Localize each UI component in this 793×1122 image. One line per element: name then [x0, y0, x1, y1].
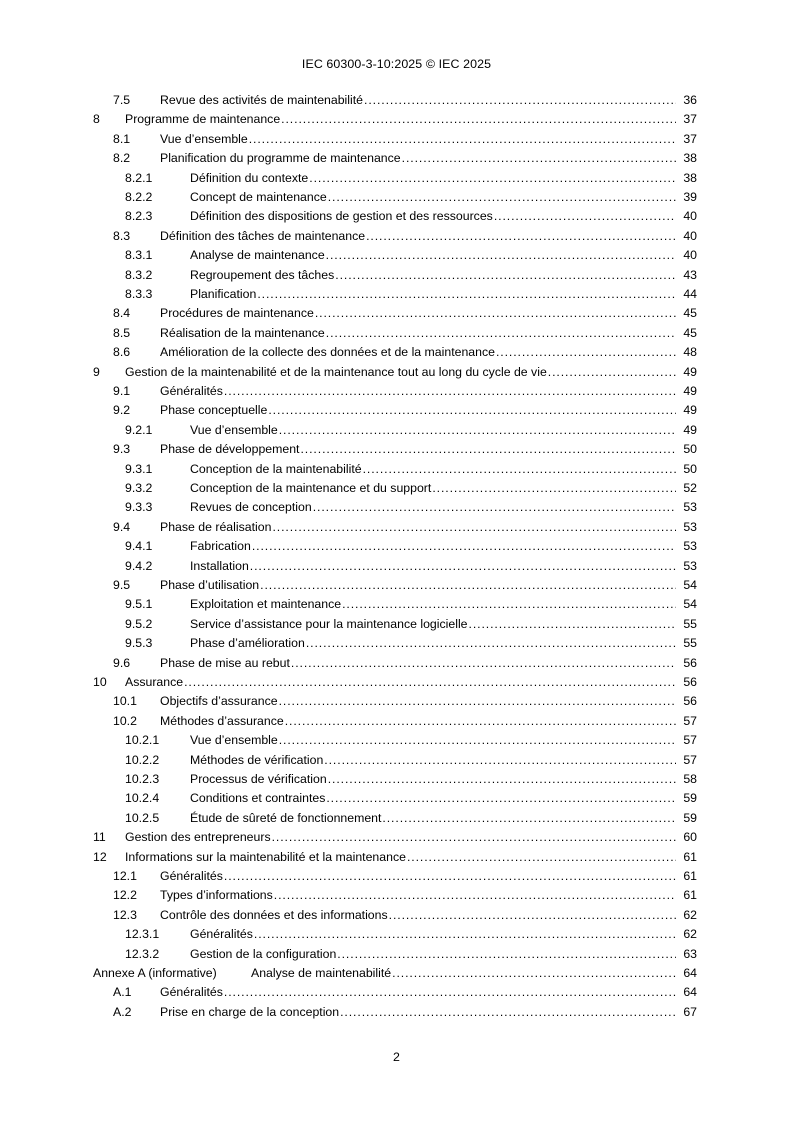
toc-entry-title: Phase de développement — [160, 442, 300, 457]
toc-entry-title: Installation — [190, 558, 249, 573]
toc-entry-title: Revues de conception — [190, 500, 312, 515]
toc-entry-number: 9.2.1 — [125, 422, 153, 437]
dot-leader — [342, 597, 676, 611]
toc-entry-title: Objectifs d’assurance — [160, 694, 278, 709]
dot-leader — [402, 151, 676, 165]
toc-entry-page: 59 — [683, 791, 697, 806]
page-number: 2 — [393, 1050, 400, 1064]
toc-entry-number: 8.2.3 — [125, 209, 153, 224]
toc-entry-page: 49 — [683, 364, 697, 379]
toc-entry[interactable] — [0, 791, 793, 810]
toc-entry-page: 64 — [683, 966, 697, 980]
toc-entry-title: Réalisation de la maintenance — [160, 325, 325, 340]
dot-leader — [494, 209, 676, 223]
toc-entry[interactable] — [0, 151, 793, 170]
toc-entry-title: Étude de sûreté de fonctionnement — [190, 810, 382, 825]
toc-entry-number: Annexe A (informative) — [93, 966, 217, 980]
toc-entry-number: 9.5.1 — [125, 597, 153, 612]
toc-entry-page: 54 — [683, 597, 697, 612]
toc-entry-page: 61 — [683, 869, 697, 883]
toc-entry-page: 38 — [683, 151, 697, 166]
toc-entry[interactable] — [0, 384, 793, 403]
toc-entry-title: Regroupement des tâches — [190, 267, 335, 282]
dot-leader — [392, 966, 676, 980]
toc-entry[interactable] — [0, 248, 793, 267]
toc-entry-title: Planification — [190, 287, 257, 301]
toc-entry[interactable] — [0, 869, 793, 888]
toc-entry[interactable] — [0, 908, 793, 927]
toc-entry-page: 58 — [683, 772, 697, 786]
toc-entry-page: 64 — [683, 985, 697, 1000]
dot-leader — [364, 93, 676, 107]
toc-entry[interactable] — [0, 287, 793, 306]
toc-entry-number: 12.3.2 — [125, 946, 160, 961]
toc-entry-number: 8.2 — [113, 151, 131, 166]
toc-entry[interactable] — [0, 442, 793, 461]
toc-entry-page: 56 — [683, 675, 697, 689]
toc-entry-number: 10.2.1 — [125, 733, 160, 748]
toc-entry[interactable] — [0, 927, 793, 946]
toc-entry[interactable] — [0, 306, 793, 325]
toc-entry-title: Vue d’ensemble — [190, 733, 278, 748]
toc-entry-page: 40 — [683, 209, 697, 224]
toc-entry-title: Phase conceptuelle — [160, 403, 268, 418]
toc-entry[interactable] — [0, 656, 793, 675]
toc-entry-title: Définition des dispositions de gestion et des ressources — [190, 209, 493, 224]
toc-entry-page: 48 — [683, 345, 697, 360]
toc-entry-title: Procédures de maintenance — [160, 306, 314, 321]
toc-entry-number: 11 — [93, 830, 106, 845]
toc-entry-title: Phase d’utilisation — [160, 578, 260, 592]
toc-entry-number: 9.5.3 — [125, 636, 153, 651]
dot-leader — [300, 442, 676, 456]
toc-entry-page: 50 — [683, 461, 697, 476]
toc-entry-page: 45 — [683, 306, 697, 321]
toc-entry-title: Conditions et contraintes — [190, 791, 326, 806]
toc-entry-number: 10.2.4 — [125, 791, 160, 806]
running-header: IEC 60300-3-10:2025 © IEC 2025 — [301, 57, 492, 71]
toc-entry-number: 8 — [93, 112, 100, 127]
toc-entry-number: 12.2 — [113, 888, 137, 903]
toc-entry-page: 40 — [683, 248, 697, 263]
toc-entry-number: 10 — [93, 675, 107, 689]
toc-entry[interactable] — [0, 850, 793, 869]
toc-entry-title: Généralités — [160, 869, 223, 883]
toc-entry[interactable] — [0, 229, 793, 248]
toc-entry[interactable] — [0, 753, 793, 772]
toc-entry[interactable] — [0, 772, 793, 791]
toc-entry-number: 9.5 — [113, 578, 131, 592]
toc-entry[interactable] — [0, 462, 793, 481]
toc-entry-number: 10.2 — [113, 713, 137, 728]
toc-entry[interactable] — [0, 559, 793, 578]
dot-leader — [252, 539, 676, 553]
toc-entry-title: Généralités — [160, 384, 223, 398]
toc-entry-number: 7.5 — [113, 93, 131, 107]
toc-entry-number: 8.3.1 — [125, 248, 153, 263]
dot-leader — [281, 112, 676, 126]
toc-entry-page: 52 — [683, 481, 697, 495]
toc-entry[interactable] — [0, 93, 793, 112]
toc-entry[interactable] — [0, 190, 793, 209]
toc-entry[interactable] — [0, 694, 793, 713]
toc-entry[interactable] — [0, 423, 793, 442]
toc-entry[interactable] — [0, 617, 793, 636]
toc-entry[interactable] — [0, 132, 793, 151]
toc-entry-title: Généralités — [190, 927, 253, 942]
dot-leader — [224, 985, 676, 999]
dot-leader — [337, 947, 676, 961]
toc-entry-number: 10.2.2 — [125, 752, 160, 767]
toc-entry-title: Conception de la maintenabilité — [190, 461, 362, 476]
toc-entry-number: 9 — [93, 364, 100, 379]
toc-entry-page: 45 — [683, 325, 697, 340]
toc-entry-page: 50 — [683, 442, 697, 457]
toc-entry[interactable] — [0, 539, 793, 558]
dot-leader — [366, 229, 676, 243]
dot-leader — [260, 578, 676, 592]
toc-entry-page: 49 — [683, 403, 697, 418]
dot-leader — [272, 520, 676, 534]
dot-leader — [272, 830, 676, 844]
toc-entry-number: 8.4 — [113, 306, 131, 321]
toc-entry[interactable] — [0, 733, 793, 752]
toc-entry[interactable] — [0, 268, 793, 287]
toc-entry-title: Méthodes d’assurance — [160, 713, 284, 728]
toc-entry[interactable] — [0, 520, 793, 539]
toc-entry-page: 53 — [683, 558, 697, 573]
toc-entry-number: 12 — [93, 849, 107, 864]
toc-entry-title: Concept de maintenance — [190, 190, 327, 204]
toc-entry[interactable] — [0, 636, 793, 655]
toc-entry[interactable] — [0, 365, 793, 384]
toc-entry-title: Vue d’ensemble — [160, 131, 248, 146]
toc-entry[interactable] — [0, 209, 793, 228]
toc-entry-title: Phase de réalisation — [160, 519, 272, 534]
toc-entry-number: 8.3.2 — [125, 267, 153, 282]
toc-entry-number: 8.2.2 — [125, 190, 153, 204]
toc-entry-page: 57 — [683, 713, 697, 728]
toc-entry[interactable] — [0, 985, 793, 1004]
toc-entry[interactable] — [0, 597, 793, 616]
toc-entry-page: 54 — [683, 578, 697, 592]
toc-entry-title: Définition du contexte — [190, 170, 309, 185]
toc-entry-page: 36 — [683, 93, 697, 107]
dot-leader — [389, 908, 676, 922]
dot-leader — [407, 850, 676, 864]
toc-entry[interactable] — [0, 947, 793, 966]
toc-entry-number: 9.5.2 — [125, 616, 153, 631]
toc-entry[interactable] — [0, 112, 793, 131]
toc-entry-title: Définition des tâches de maintenance — [160, 228, 366, 243]
toc-entry-number: 8.6 — [113, 345, 131, 360]
dot-leader — [315, 306, 676, 320]
dot-leader — [224, 869, 676, 883]
toc-entry[interactable] — [0, 403, 793, 422]
toc-entry-title: Gestion de la maintenabilité et de la maintenance tout au long du cycle de vie — [125, 364, 547, 379]
dot-leader — [324, 753, 676, 767]
toc-entry[interactable] — [0, 830, 793, 849]
toc-entry-title: Contrôle des données et des informations — [160, 907, 388, 922]
dot-leader — [496, 345, 676, 359]
dot-leader — [335, 268, 676, 282]
toc-entry-page: 53 — [683, 519, 697, 534]
toc-entry[interactable] — [0, 171, 793, 190]
toc-entry-title: Revue des activités de maintenabilité — [160, 93, 364, 107]
toc-entry-title: Vue d’ensemble — [190, 422, 278, 437]
toc-entry-page: 43 — [683, 267, 697, 282]
toc-entry-number: 9.2 — [113, 403, 131, 418]
dot-leader — [382, 811, 676, 825]
toc-entry-title: Méthodes de vérification — [190, 752, 324, 767]
toc-entry-page: 55 — [683, 636, 697, 651]
toc-entry-page: 37 — [683, 112, 697, 127]
toc-entry-title: Service d’assistance pour la maintenance logicielle — [190, 616, 468, 631]
toc-entry[interactable] — [0, 714, 793, 733]
dot-leader — [285, 714, 676, 728]
dot-leader — [309, 171, 676, 185]
toc-entry-number: 8.3.3 — [125, 287, 153, 301]
toc-entry-number: 8.3 — [113, 228, 131, 243]
toc-entry-title: Généralités — [160, 985, 223, 1000]
dot-leader — [469, 617, 676, 631]
dot-leader — [340, 1005, 676, 1019]
toc-entry[interactable] — [0, 500, 793, 519]
toc-entry-page: 63 — [683, 946, 697, 961]
toc-entry-page: 56 — [683, 694, 697, 709]
toc-entry-page: 53 — [683, 500, 697, 515]
toc-entry-number: A.1 — [113, 985, 132, 1000]
toc-entry-number: 8.2.1 — [125, 170, 153, 185]
toc-entry-page: 57 — [683, 752, 697, 767]
toc-entry-page: 57 — [683, 733, 697, 748]
toc-entry-page: 38 — [683, 170, 697, 185]
toc-entry[interactable] — [0, 345, 793, 364]
dot-leader — [268, 403, 676, 417]
dot-leader — [257, 287, 676, 301]
toc-entry-page: 53 — [683, 539, 697, 554]
toc-entry-title: Analyse de maintenabilité — [251, 966, 392, 980]
toc-entry-number: 9.4.2 — [125, 558, 153, 573]
dot-leader — [326, 248, 676, 262]
dot-leader — [326, 326, 676, 340]
toc-entry-number: 12.3.1 — [125, 927, 160, 942]
dot-leader — [249, 132, 676, 146]
toc-entry-number: 8.1 — [113, 131, 131, 146]
dot-leader — [224, 384, 676, 398]
toc-entry-page: 59 — [683, 810, 697, 825]
toc-entry-number: 12.1 — [113, 869, 137, 883]
toc-entry-number: A.2 — [113, 1004, 132, 1019]
toc-entry-number: 9.6 — [113, 655, 131, 670]
dot-leader — [254, 927, 676, 941]
toc-entry-title: Types d’informations — [160, 888, 273, 903]
toc-entry-page: 61 — [683, 849, 697, 864]
toc-entry-title: Conception de la maintenance et du support — [190, 481, 432, 495]
toc-entry-title: Analyse de maintenance — [190, 248, 325, 263]
dot-leader — [279, 423, 676, 437]
dot-leader — [306, 636, 676, 650]
toc-entry-title: Phase de mise au rebut — [160, 655, 290, 670]
toc-entry-page: 60 — [683, 830, 697, 845]
toc-entry-title: Gestion des entrepreneurs — [125, 830, 271, 845]
toc-entry[interactable] — [0, 811, 793, 830]
dot-leader — [291, 656, 676, 670]
dot-leader — [279, 733, 676, 747]
toc-entry-page: 40 — [683, 228, 697, 243]
toc-entry-page: 49 — [683, 384, 697, 398]
dot-leader — [548, 365, 676, 379]
toc-entry-number: 9.3 — [113, 442, 131, 457]
toc-entry[interactable] — [0, 481, 793, 500]
toc-entry-title: Fabrication — [190, 539, 251, 554]
dot-leader — [274, 888, 676, 902]
toc-entry-title: Amélioration de la collecte des données et de la maintenance — [160, 345, 495, 360]
toc-entry-page: 39 — [683, 190, 697, 204]
toc-entry-title: Informations sur la maintenabilité et la maintenance — [125, 849, 406, 864]
toc-entry[interactable] — [0, 888, 793, 907]
toc-entry-number: 9.3.3 — [125, 500, 153, 515]
dot-leader — [250, 559, 676, 573]
toc-entry-page: 62 — [683, 907, 697, 922]
toc-entry-number: 9.3.2 — [125, 481, 153, 495]
dot-leader — [328, 190, 676, 204]
toc-entry-number: 10.2.3 — [125, 772, 160, 786]
toc-entry-title: Prise en charge de la conception — [160, 1004, 340, 1019]
toc-entry-page: 44 — [683, 287, 697, 301]
dot-leader — [328, 772, 676, 786]
toc-entry-number: 8.5 — [113, 325, 131, 340]
toc-entry-number: 9.1 — [113, 384, 131, 398]
dot-leader — [313, 500, 676, 514]
dot-leader — [279, 694, 676, 708]
toc-entry-number: 10.2.5 — [125, 810, 160, 825]
toc-entry[interactable] — [0, 578, 793, 597]
dot-leader — [184, 675, 676, 689]
toc-entry[interactable] — [0, 326, 793, 345]
toc-entry-number: 9.4 — [113, 519, 131, 534]
toc-entry-number: 9.4.1 — [125, 539, 153, 554]
toc-entry-title: Programme de maintenance — [125, 112, 281, 127]
toc-entry-page: 55 — [683, 616, 697, 631]
toc-entry-title: Gestion de la configuration — [190, 946, 337, 961]
dot-leader — [432, 481, 676, 495]
toc-entry-number: 9.3.1 — [125, 461, 153, 476]
toc-entry-title: Processus de vérification — [190, 772, 327, 786]
toc-entry-title: Assurance — [125, 675, 184, 689]
toc-entry-page: 37 — [683, 131, 697, 146]
toc-entry-title: Exploitation et maintenance — [190, 597, 342, 612]
dot-leader — [363, 462, 676, 476]
toc-entry-number: 12.3 — [113, 907, 137, 922]
toc-entry-page: 61 — [683, 888, 697, 903]
toc-entry[interactable] — [0, 1005, 793, 1024]
toc-entry-page: 62 — [683, 927, 697, 942]
toc-entry-page: 56 — [683, 655, 697, 670]
toc-entry-title: Phase d’amélioration — [190, 636, 305, 651]
dot-leader — [326, 791, 676, 805]
toc-entry[interactable] — [0, 675, 793, 694]
toc-entry[interactable] — [0, 966, 793, 985]
toc-entry-number: 10.1 — [113, 694, 137, 709]
toc-entry-title: Planification du programme de maintenance — [160, 151, 401, 166]
toc-entry-page: 67 — [683, 1004, 697, 1019]
toc-entry-page: 49 — [683, 422, 697, 437]
